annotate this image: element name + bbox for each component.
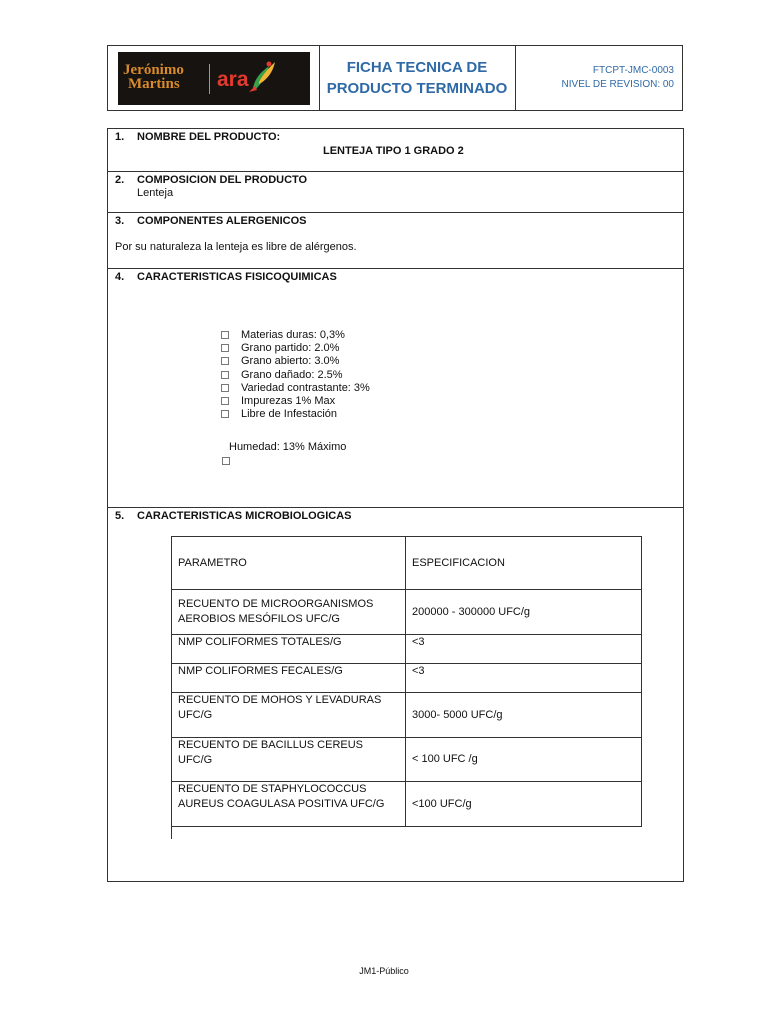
table-row: [172, 738, 642, 782]
section-product-name: 1. NOMBRE DEL PRODUCTO: LENTEJA TIPO 1 GRADO 2: [108, 129, 683, 172]
section-title: CARACTERISTICAS MICROBIOLOGICAS: [137, 510, 352, 522]
table-cell: RECUENTO DE BACILLUS CEREUS UFC/G: [172, 738, 406, 782]
composition-value: Lenteja: [137, 187, 174, 199]
logo-cell: [108, 46, 320, 110]
document-header: [107, 45, 683, 111]
table-cell: 3000- 5000 UFC/g: [406, 693, 642, 738]
document-code: FTCPT-JMC-0003: [592, 65, 674, 76]
section-title: NOMBRE DEL PRODUCTO:: [137, 131, 281, 143]
section-physicochemical: 4. CARACTERISTICAS FISICOQUIMICAS Materias duras: 0,3% Grano partido: 2.0% Grano abierto: 3.0% Grano dañado: 2.5% Variedad contrastante: 3% Impurezas 1% Max Libre de Infestación Humedad: 13% Máximo: [108, 269, 683, 508]
product-name: LENTEJA TIPO 1 GRADO 2: [323, 145, 464, 157]
section-title: CARACTERISTICAS FISICOQUIMICAS: [137, 271, 337, 283]
list-item: Grano abierto: 3.0%: [221, 355, 370, 368]
section-composition: 2. COMPOSICION DEL PRODUCTO Lenteja: [108, 172, 683, 213]
table-cell: <3: [406, 635, 642, 664]
table-cell: 200000 - 300000 UFC/g: [406, 590, 642, 635]
humidity-value: Humedad: 13% Máximo: [229, 441, 347, 453]
list-item: Impurezas 1% Max: [221, 395, 370, 408]
section-title: COMPOSICION DEL PRODUCTO: [137, 174, 308, 186]
table-cell: < 100 UFC /g: [406, 738, 642, 782]
physicochemical-list: [221, 329, 370, 421]
section-allergens: 3. COMPONENTES ALERGENICOS Por su naturaleza la lenteja es libre de alérgenos.: [108, 213, 683, 269]
table-cell: RECUENTO DE MICROORGANISMOS AEROBIOS MESÓFILOS UFC/G: [172, 590, 406, 635]
table-header-cell: PARAMETRO: [172, 537, 406, 590]
list-item: Grano dañado: 2.5%: [221, 369, 370, 382]
table-row: [172, 782, 642, 827]
spec-sheet-body: [107, 128, 684, 882]
table-cell: NMP COLIFORMES TOTALES/G: [172, 635, 406, 664]
section-microbiological: 5. CARACTERISTICAS MICROBIOLOGICAS: [115, 510, 352, 522]
footer-classification: JM1-Público: [359, 966, 409, 976]
bird-icon: [247, 58, 277, 98]
list-item: Variedad contrastante: 3%: [221, 382, 370, 395]
table-header-cell: ESPECIFICACION: [406, 537, 642, 590]
table-cell: <3: [406, 664, 642, 693]
checkbox-icon: [221, 384, 229, 392]
table-header-row: [172, 537, 642, 590]
table-row: [172, 693, 642, 738]
logo-divider: [209, 64, 210, 94]
table-cell: RECUENTO DE MOHOS Y LEVADURAS UFC/G: [172, 693, 406, 738]
list-item: Materias duras: 0,3%: [221, 329, 370, 342]
checkbox-icon: [221, 371, 229, 379]
table-cell: <100 UFC/g: [406, 782, 642, 827]
table-cell: RECUENTO DE STAPHYLOCOCCUS AUREUS COAGULASA POSITIVA UFC/G: [172, 782, 406, 827]
microbiological-table: [171, 536, 642, 827]
table-row: [172, 590, 642, 635]
company-logo: [118, 52, 310, 105]
table-row: [172, 635, 642, 664]
checkbox-icon: [222, 457, 230, 465]
checkbox-icon: [221, 357, 229, 365]
table-border-tail: [171, 827, 172, 839]
section-title: COMPONENTES ALERGENICOS: [137, 215, 307, 227]
table-row: [172, 664, 642, 693]
document-code-cell: [515, 46, 682, 110]
allergens-value: Por su naturaleza la lenteja es libre de alérgenos.: [115, 241, 357, 253]
list-item: Libre de Infestación: [221, 408, 370, 421]
list-item: Grano partido: 2.0%: [221, 342, 370, 355]
revision-level: NIVEL DE REVISION: 00: [561, 79, 674, 90]
checkbox-icon: [221, 397, 229, 405]
checkbox-icon: [221, 344, 229, 352]
checkbox-icon: [221, 410, 229, 418]
table-cell: NMP COLIFORMES FECALES/G: [172, 664, 406, 693]
logo-wordmark: Jerónimo Martins: [123, 62, 184, 92]
checkbox-icon: [221, 331, 229, 339]
document-title: FICHA TECNICA DE PRODUCTO TERMINADO: [319, 46, 516, 110]
logo-sub-brand: ara: [217, 68, 249, 91]
